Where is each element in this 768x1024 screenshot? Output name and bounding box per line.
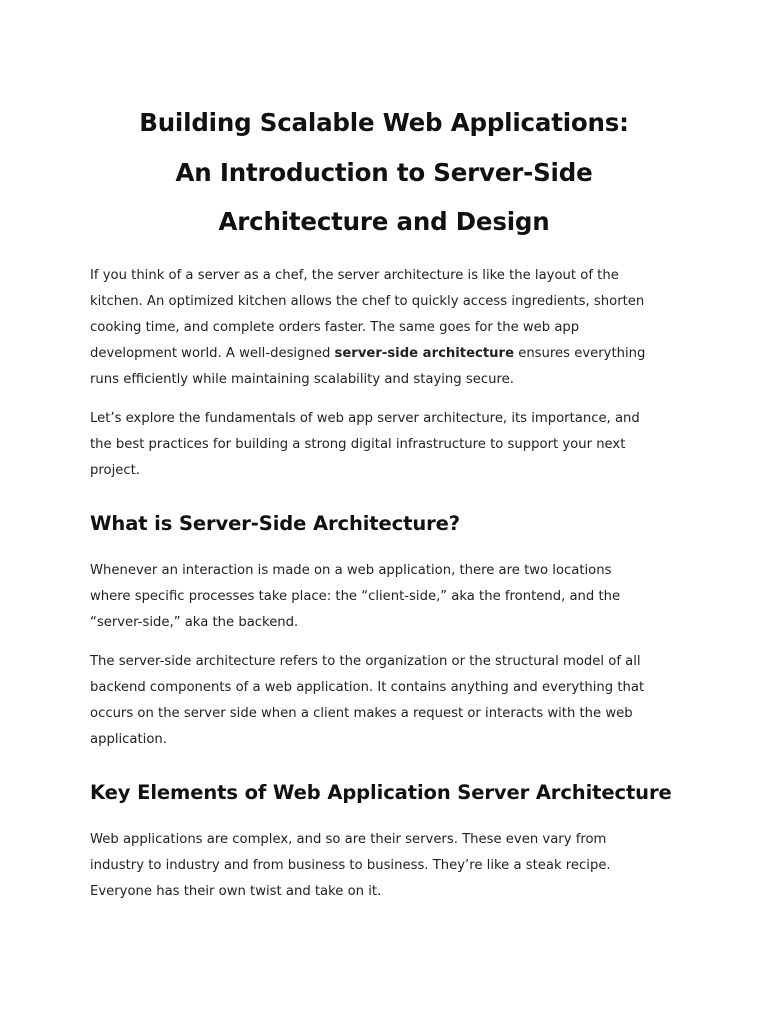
paragraph-line: Whenever an interaction is made on a web application, there are two locations	[90, 563, 612, 578]
paragraph-line: If you think of a server as a chef, the server architecture is like the layout of the	[90, 268, 619, 283]
paragraph-line: The server-side architecture refers to the organization or the structural model of all	[90, 654, 641, 669]
title-line: Building Scalable Web Applications:	[139, 108, 629, 137]
section-heading: What is Server-Side Architecture?	[90, 512, 460, 535]
title-line: An Introduction to Server-Side	[175, 157, 593, 187]
paragraph-line: project.	[90, 463, 140, 478]
paragraph-line: where specific processes take place: the “client-side,” aka the frontend, and the	[90, 589, 621, 604]
intro-paragraph	[90, 263, 680, 393]
paragraph-line: Everyone has their own twist and take on it.	[90, 884, 382, 899]
paragraph-text: ensures everything	[514, 346, 646, 361]
paragraph-line: kitchen. An optimized kitchen allows the chef to quickly access ingredients, shorten	[90, 294, 645, 309]
paragraph-line: occurs on the server side when a client makes a request or interacts with the web	[90, 706, 633, 721]
paragraph-line: Web applications are complex, and so are their servers. These even vary from	[90, 832, 607, 847]
document-title	[130, 98, 638, 247]
section1-paragraph1	[90, 558, 680, 636]
paragraph-text: development world. A well-designed	[90, 346, 335, 361]
paragraph-line: cooking time, and complete orders faster. The same goes for the web app	[90, 320, 580, 335]
paragraph-line: Let’s explore the fundamentals of web app server architecture, its importance, and	[90, 411, 640, 426]
paragraph-line: the best practices for building a strong digital infrastructure to support your next	[90, 437, 626, 452]
paragraph-line: “server-side,” aka the backend.	[90, 615, 299, 630]
title-line: Architecture and Design	[218, 207, 550, 236]
paragraph-line: backend components of a web application. It contains anything and everything that	[90, 680, 645, 695]
bold-term: server-side architecture	[334, 346, 515, 361]
paragraph-line: industry to industry and from business to business. They’re like a steak recipe.	[90, 858, 611, 873]
section2-paragraph1	[90, 827, 680, 905]
section-heading: Key Elements of Web Application Server Architecture	[90, 781, 672, 804]
paragraph-line	[90, 341, 680, 367]
explore-paragraph	[90, 406, 680, 484]
paragraph-line: runs efficiently while maintaining scalability and staying secure.	[90, 372, 514, 387]
paragraph-line: application.	[90, 732, 167, 747]
section1-paragraph2	[90, 649, 680, 753]
